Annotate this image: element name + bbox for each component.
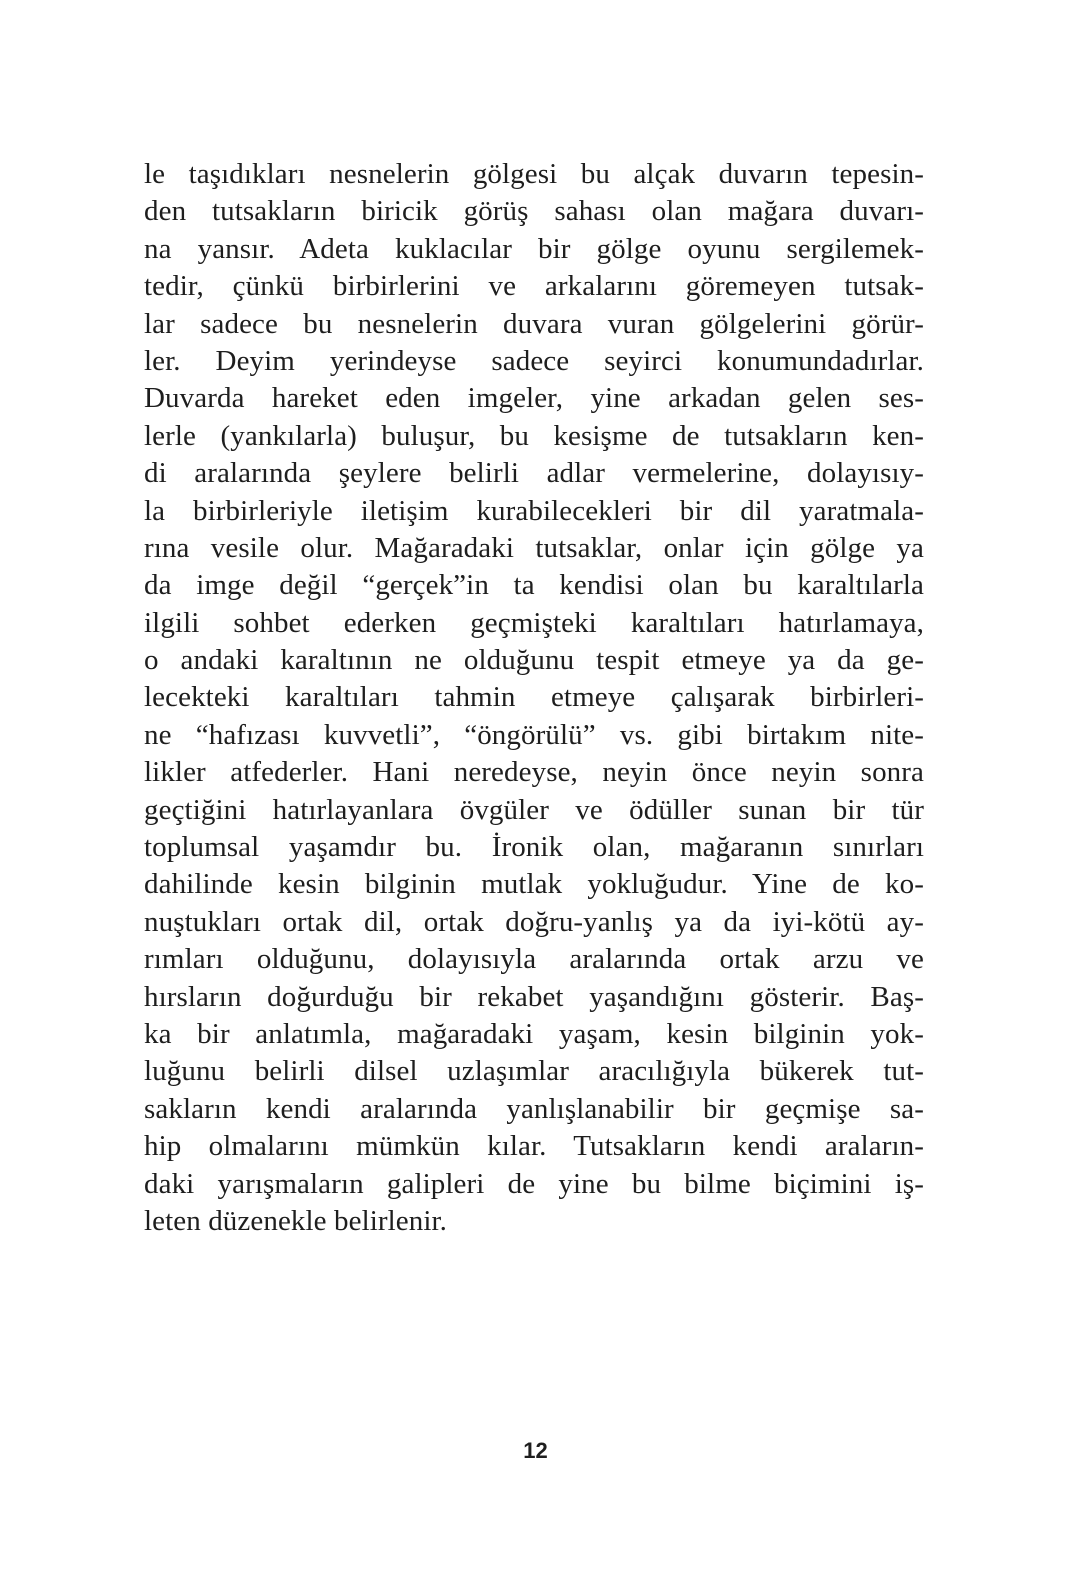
text-line: den tutsakların biricik görüş sahası olan mağara duvarı- bbox=[144, 195, 924, 228]
text-line: lar sadece bu nesnelerin duvara vuran gölgelerini görür- bbox=[144, 307, 924, 340]
text-line: sakların kendi aralarında yanlışlanabilir bir geçmişe sa- bbox=[144, 1092, 924, 1125]
text-line: nuştukları ortak dil, ortak doğru-yanlış ya da iyi-kötü ay- bbox=[144, 905, 924, 938]
text-line: geçtiğini hatırlayanlara övgüler ve ödüller sunan bir tür bbox=[144, 793, 924, 826]
text-line: luğunu belirli dilsel uzlaşımlar aracılığıyla bükerek tut- bbox=[144, 1055, 924, 1088]
text-line: o andaki karaltının ne olduğunu tespit etmeye ya da ge- bbox=[144, 644, 924, 677]
text-line: da imge değil “gerçek”in ta kendisi olan bu karaltılarla bbox=[144, 569, 924, 602]
text-line: ilgili sohbet ederken geçmişteki karaltıları hatırlamaya, bbox=[144, 606, 924, 639]
text-line: hip olmalarını mümkün kılar. Tutsakların kendi araların- bbox=[144, 1130, 924, 1163]
text-line: likler atfederler. Hani neredeyse, neyin önce neyin sonra bbox=[144, 756, 924, 789]
text-line: le taşıdıkları nesnelerin gölgesi bu alçak duvarın tepesin- bbox=[144, 158, 924, 190]
text-line: tedir, çünkü birbirlerini ve arkalarını göremeyen tutsak- bbox=[144, 270, 924, 303]
text-line: la birbirleriyle iletişim kurabilecekleri bir dil yaratmala- bbox=[144, 494, 924, 527]
text-line: ne “hafızası kuvvetli”, “öngörülü” vs. gibi birtakım nite- bbox=[144, 718, 924, 751]
text-line: Duvarda hareket eden imgeler, yine arkadan gelen ses- bbox=[144, 382, 924, 415]
text-line: na yansır. Adeta kuklacılar bir gölge oyunu sergilemek- bbox=[144, 232, 924, 265]
text-line: toplumsal yaşamdır bu. İronik olan, mağaranın sınırları bbox=[144, 831, 924, 864]
text-line: ka bir anlatımla, mağaradaki yaşam, kesin bilginin yok- bbox=[144, 1017, 924, 1050]
text-line: lerle (yankılarla) buluşur, bu kesişme de tutsakların ken- bbox=[144, 419, 924, 452]
text-line: ler. Deyim yerindeyse sadece seyirci konumundadırlar. bbox=[144, 344, 924, 377]
body-text bbox=[144, 156, 924, 1240]
text-line: di aralarında şeylere belirli adlar vermelerine, dolayısıy- bbox=[144, 457, 924, 490]
text-line: lecekteki karaltıları tahmin etmeye çalışarak birbirleri- bbox=[144, 681, 924, 714]
text-line: dahilinde kesin bilginin mutlak yokluğudur. Yine de ko- bbox=[144, 868, 924, 901]
page-number: 12 bbox=[523, 1438, 548, 1463]
text-line: rına vesile olur. Mağaradaki tutsaklar, onlar için gölge ya bbox=[144, 531, 924, 564]
text-line: rımları olduğunu, dolayısıyla aralarında ortak arzu ve bbox=[144, 943, 924, 976]
text-line: daki yarışmaların galipleri de yine bu bilme biçimini iş- bbox=[144, 1167, 924, 1200]
text-line: hırsların doğurduğu bir rekabet yaşandığını gösterir. Baş- bbox=[144, 980, 924, 1013]
text-line-last: leten düzenekle belirlenir. bbox=[144, 1204, 448, 1237]
